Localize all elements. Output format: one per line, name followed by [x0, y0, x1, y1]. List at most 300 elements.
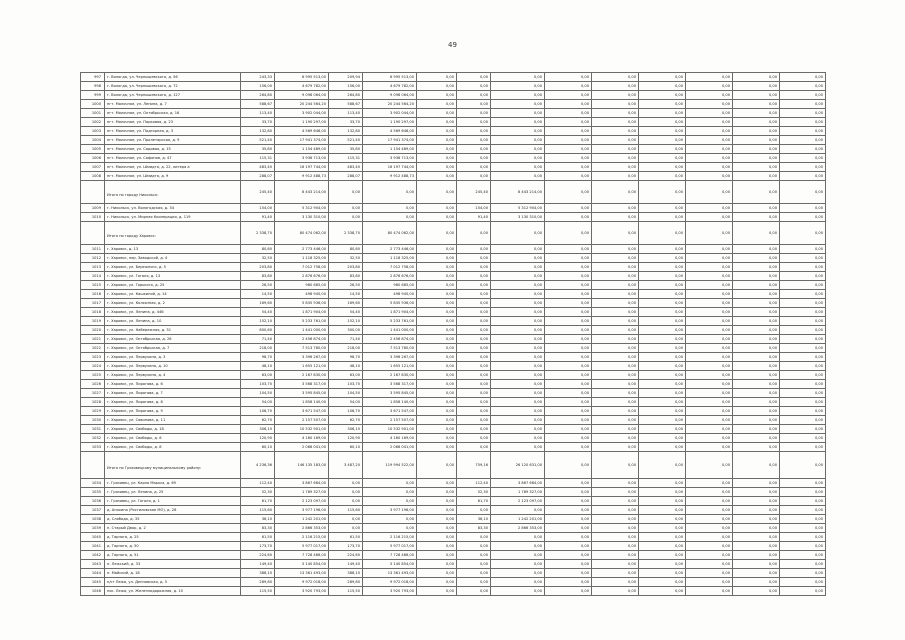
cell-k: 0,00 [686, 136, 733, 145]
cell-a: 224,60 [241, 551, 275, 560]
cell-k: 0,00 [686, 272, 733, 281]
cell-k: 0,00 [686, 308, 733, 317]
cell-j: 0,00 [639, 100, 686, 109]
cell-f: 245,40 [457, 181, 491, 204]
cell-f: 0,00 [457, 434, 491, 443]
cell-c: 54,40 [329, 308, 363, 317]
cell-h: 0,00 [545, 425, 592, 434]
cell-i: 0,00 [592, 524, 639, 533]
cell-i: 0,00 [592, 172, 639, 181]
cell-b: 6 995 513,00 [275, 73, 329, 82]
cell-l: 0,00 [733, 213, 780, 222]
cell-e: 0,00 [417, 452, 457, 479]
cell-j: 0,00 [639, 524, 686, 533]
cell-f: 0,00 [457, 254, 491, 263]
cell-j: 0,00 [639, 254, 686, 263]
cell-f: 0,00 [457, 587, 491, 596]
cell-k: 0,00 [686, 281, 733, 290]
cell-f: 0,00 [457, 353, 491, 362]
cell-l: 0,00 [733, 335, 780, 344]
cell-i: 0,00 [592, 82, 639, 91]
cell-h: 0,00 [545, 335, 592, 344]
cell-i: 0,00 [592, 154, 639, 163]
table-row [81, 245, 826, 254]
cell-k: 0,00 [686, 398, 733, 407]
cell-addr: д. Слобода, д. 35 [105, 515, 241, 524]
cell-e: 0,00 [417, 317, 457, 326]
table-row [81, 479, 826, 488]
cell-i: 0,00 [592, 542, 639, 551]
cell-addr: п. Лежский, д. 33 [105, 560, 241, 569]
cell-addr: г. Грязовец, ул. Ленина, д. 25 [105, 488, 241, 497]
cell-g: 0,00 [491, 263, 545, 272]
cell-b: 5 233 761,00 [275, 317, 329, 326]
cell-addr: пгт. Молочное, ул. Октябрьская, д. 16 [105, 109, 241, 118]
cell-id: 998 [81, 82, 105, 91]
cell-f: 83,30 [457, 524, 491, 533]
cell-g: 0,00 [491, 506, 545, 515]
cell-g: 0,00 [491, 344, 545, 353]
cell-d: 3 671 547,00 [363, 407, 417, 416]
cell-f: 91,40 [457, 213, 491, 222]
cell-g: 0,00 [491, 82, 545, 91]
cell-h: 0,00 [545, 82, 592, 91]
cell-m: 0,00 [780, 222, 826, 245]
cell-d: 1 190 297,00 [363, 118, 417, 127]
cell-h: 0,00 [545, 362, 592, 371]
cell-b: 13 361 493,00 [275, 569, 329, 578]
cell-a: 289,80 [241, 578, 275, 587]
cell-addr: г. Харовск, ул. Савинова, д. 11 [105, 416, 241, 425]
cell-f: 0,00 [457, 362, 491, 371]
cell-i: 0,00 [592, 281, 639, 290]
cell-l: 0,00 [733, 515, 780, 524]
cell-e: 0,00 [417, 299, 457, 308]
cell-i: 0,00 [592, 308, 639, 317]
cell-addr: д. Тарнога, д. 51 [105, 551, 241, 560]
cell-addr: г. Грязовец, ул. Карла Маркса, д. 69 [105, 479, 241, 488]
cell-d: 498 945,00 [363, 290, 417, 299]
cell-addr: г. Харовск, ул. Пирогова, д. 7 [105, 389, 241, 398]
cell-c: 62,70 [329, 416, 363, 425]
cell-c: 115,50 [329, 587, 363, 596]
cell-j: 0,00 [639, 299, 686, 308]
cell-id: 997 [81, 73, 105, 82]
cell-f: 154,00 [457, 204, 491, 213]
cell-i: 0,00 [592, 326, 639, 335]
cell-j: 0,00 [639, 587, 686, 596]
cell-k: 0,00 [686, 425, 733, 434]
cell-id: 1002 [81, 118, 105, 127]
cell-g: 0,00 [491, 163, 545, 172]
cell-l: 0,00 [733, 362, 780, 371]
cell-a: 54,40 [241, 308, 275, 317]
cell-c: 115,60 [329, 506, 363, 515]
cell-j: 0,00 [639, 443, 686, 452]
cell-h: 0,00 [545, 254, 592, 263]
cell-a: 14,50 [241, 290, 275, 299]
cell-e: 0,00 [417, 434, 457, 443]
cell-addr: г. Харовск, ул. Кашкиной, д. 14 [105, 290, 241, 299]
cell-c: 0,00 [329, 488, 363, 497]
cell-i: 0,00 [592, 145, 639, 154]
cell-i: 0,00 [592, 222, 639, 245]
cell-f: 0,00 [457, 416, 491, 425]
cell-f: 112,40 [457, 479, 491, 488]
cell-k: 0,00 [686, 497, 733, 506]
cell-k: 0,00 [686, 506, 733, 515]
cell-i: 0,00 [592, 100, 639, 109]
cell-a: 62,70 [241, 416, 275, 425]
cell-addr: пгт. Молочное, ул. Сафонов, д. 47 [105, 154, 241, 163]
cell-k: 0,00 [686, 389, 733, 398]
table-row [81, 263, 826, 272]
cell-l: 0,00 [733, 281, 780, 290]
cell-l: 0,00 [733, 452, 780, 479]
cell-h: 0,00 [545, 281, 592, 290]
table-row [81, 299, 826, 308]
cell-e: 0,00 [417, 172, 457, 181]
cell-i: 0,00 [592, 479, 639, 488]
cell-h: 0,00 [545, 542, 592, 551]
cell-k: 0,00 [686, 560, 733, 569]
cell-m: 0,00 [780, 317, 826, 326]
cell-id: 1029 [81, 407, 105, 416]
cell-b: 3 936 713,00 [275, 154, 329, 163]
cell-d: 13 361 493,00 [363, 569, 417, 578]
cell-l: 0,00 [733, 272, 780, 281]
cell-f: 0,00 [457, 100, 491, 109]
cell-c: 521,40 [329, 136, 363, 145]
cell-i: 0,00 [592, 353, 639, 362]
cell-id: 1037 [81, 506, 105, 515]
cell-g: 0,00 [491, 578, 545, 587]
cell-j: 0,00 [639, 434, 686, 443]
cell-e: 0,00 [417, 335, 457, 344]
cell-g: 0,00 [491, 222, 545, 245]
cell-g: 0,00 [491, 362, 545, 371]
cell-f: 0,00 [457, 290, 491, 299]
cell-j: 0,00 [639, 551, 686, 560]
cell-id: 1031 [81, 425, 105, 434]
cell-i: 0,00 [592, 272, 639, 281]
cell-h: 0,00 [545, 222, 592, 245]
cell-d: 0,00 [363, 479, 417, 488]
cell-d: 4 569 648,00 [363, 127, 417, 136]
table-row [81, 254, 826, 263]
cell-b: 17 941 374,00 [275, 136, 329, 145]
cell-f: 0,00 [457, 344, 491, 353]
cell-c: 104,50 [329, 389, 363, 398]
cell-g: 3 867 684,00 [491, 479, 545, 488]
cell-d: 80 474 062,00 [363, 222, 417, 245]
cell-id: 1032 [81, 434, 105, 443]
cell-i: 0,00 [592, 416, 639, 425]
cell-c: 28,50 [329, 281, 363, 290]
cell-m: 0,00 [780, 389, 826, 398]
cell-l: 0,00 [733, 398, 780, 407]
cell-addr: г. Никольск, ул. Мирная Кооперация, д. 119 [105, 213, 241, 222]
cell-b: 1 789 327,00 [275, 488, 329, 497]
cell-d: 3 936 713,00 [363, 154, 417, 163]
cell-j: 0,00 [639, 389, 686, 398]
cell-b: 498 945,00 [275, 290, 329, 299]
cell-j: 0,00 [639, 290, 686, 299]
cell-addr: г. Харовск, ул. Первухина, д. 10 [105, 362, 241, 371]
cell-m: 0,00 [780, 73, 826, 82]
cell-f: 52,30 [457, 488, 491, 497]
cell-e: 0,00 [417, 479, 457, 488]
cell-h: 0,00 [545, 515, 592, 524]
cell-d: 1 858 140,00 [363, 398, 417, 407]
cell-d: 9 972 018,00 [363, 578, 417, 587]
cell-addr: Итого по Грязовецкому муниципальному району: [105, 452, 241, 479]
cell-g: 0,00 [491, 109, 545, 118]
cell-k: 0,00 [686, 380, 733, 389]
cell-a: 483,40 [241, 163, 275, 172]
cell-j: 0,00 [639, 281, 686, 290]
cell-b: 2 123 097,00 [275, 497, 329, 506]
cell-b: 980 685,00 [275, 281, 329, 290]
cell-g: 0,00 [491, 587, 545, 596]
cell-l: 0,00 [733, 560, 780, 569]
cell-i: 0,00 [592, 127, 639, 136]
cell-l: 0,00 [733, 136, 780, 145]
cell-g: 0,00 [491, 425, 545, 434]
cell-j: 0,00 [639, 222, 686, 245]
cell-c: 0,00 [329, 524, 363, 533]
cell-d: 6 995 513,00 [363, 73, 417, 82]
table-row [81, 515, 826, 524]
cell-m: 0,00 [780, 497, 826, 506]
cell-g: 0,00 [491, 569, 545, 578]
cell-b: 3 902 044,00 [275, 109, 329, 118]
cell-f: 0,00 [457, 154, 491, 163]
cell-l: 0,00 [733, 371, 780, 380]
cell-m: 0,00 [780, 127, 826, 136]
table-body [81, 73, 826, 596]
cell-addr: г. Никольск, ул. Вологодская, д. 34 [105, 204, 241, 213]
cell-m: 0,00 [780, 213, 826, 222]
cell-i: 0,00 [592, 335, 639, 344]
cell-g: 0,00 [491, 551, 545, 560]
cell-c: 35,80 [329, 145, 363, 154]
cell-e: 0,00 [417, 136, 457, 145]
cell-e: 0,00 [417, 353, 457, 362]
cell-i: 0,00 [592, 506, 639, 515]
cell-d: 1 118 325,00 [363, 254, 417, 263]
cell-j: 0,00 [639, 452, 686, 479]
cell-m: 0,00 [780, 145, 826, 154]
cell-id: 999 [81, 91, 105, 100]
table-row [81, 569, 826, 578]
cell-h: 0,00 [545, 317, 592, 326]
cell-i: 0,00 [592, 317, 639, 326]
cell-addr: г. Харовск, пер. Заводской, д. 4 [105, 254, 241, 263]
cell-id: 1035 [81, 488, 105, 497]
cell-j: 0,00 [639, 82, 686, 91]
cell-id: 1005 [81, 145, 105, 154]
cell-a: 60,10 [241, 443, 275, 452]
cell-m: 0,00 [780, 452, 826, 479]
cell-a: 288,07 [241, 172, 275, 181]
cell-addr: г. Грязовец, ул. Гоголя, д. 1 [105, 497, 241, 506]
table-row [81, 272, 826, 281]
cell-addr: г. Харовск, ул. Октябрьская, д. 26 [105, 335, 241, 344]
cell-e: 0,00 [417, 380, 457, 389]
cell-addr: п/ст Лежа, ул. Депповская, д. 5 [105, 578, 241, 587]
cell-l: 0,00 [733, 506, 780, 515]
cell-k: 0,00 [686, 416, 733, 425]
cell-b: 3 568 317,00 [275, 380, 329, 389]
cell-m: 0,00 [780, 524, 826, 533]
cell-m: 0,00 [780, 353, 826, 362]
cell-h: 0,00 [545, 569, 592, 578]
cell-j: 0,00 [639, 136, 686, 145]
cell-j: 0,00 [639, 213, 686, 222]
cell-e: 0,00 [417, 73, 457, 82]
cell-e: 0,00 [417, 254, 457, 263]
cell-j: 0,00 [639, 263, 686, 272]
cell-addr: г. Харовск, ул. Колхозная, д. 2 [105, 299, 241, 308]
cell-id: 1006 [81, 154, 105, 163]
cell-f: 0,00 [457, 551, 491, 560]
cell-id: 1027 [81, 389, 105, 398]
cell-e: 0,00 [417, 100, 457, 109]
cell-m: 0,00 [780, 560, 826, 569]
cell-d: 9 098 064,00 [363, 91, 417, 100]
cell-m: 0,00 [780, 551, 826, 560]
cell-g: 0,00 [491, 299, 545, 308]
cell-c: 169,60 [329, 299, 363, 308]
table-row [81, 407, 826, 416]
cell-k: 0,00 [686, 172, 733, 181]
cell-m: 0,00 [780, 416, 826, 425]
cell-g: 0,00 [491, 272, 545, 281]
cell-f: 61,70 [457, 497, 491, 506]
cell-id: 1018 [81, 308, 105, 317]
table-row [81, 127, 826, 136]
cell-c: 209,94 [329, 73, 363, 82]
cell-i: 0,00 [592, 380, 639, 389]
table-row [81, 488, 826, 497]
cell-addr: г. Харовск, ул. Октябрьская, д. 7 [105, 344, 241, 353]
cell-d: 2 876 676,00 [363, 272, 417, 281]
cell-a: 83,80 [241, 272, 275, 281]
table-row [81, 443, 826, 452]
cell-a: 152,10 [241, 317, 275, 326]
cell-g: 0,00 [491, 416, 545, 425]
cell-g: 2 123 097,00 [491, 497, 545, 506]
cell-h: 0,00 [545, 398, 592, 407]
table-row [81, 542, 826, 551]
cell-l: 0,00 [733, 443, 780, 452]
cell-m: 0,00 [780, 82, 826, 91]
cell-j: 0,00 [639, 109, 686, 118]
cell-id: 1045 [81, 578, 105, 587]
cell-addr: пгт. Молочное, ул. Шмидта, д. 9 [105, 172, 241, 181]
cell-c: 0,00 [329, 213, 363, 222]
cell-m: 0,00 [780, 245, 826, 254]
cell-g: 0,00 [491, 371, 545, 380]
cell-f: 0,00 [457, 326, 491, 335]
cell-l: 0,00 [733, 118, 780, 127]
cell-addr: пгт. Молочное, ул. Ленина, д. 7 [105, 100, 241, 109]
cell-k: 0,00 [686, 82, 733, 91]
cell-h: 0,00 [545, 299, 592, 308]
cell-l: 0,00 [733, 587, 780, 596]
cell-m: 0,00 [780, 488, 826, 497]
cell-k: 0,00 [686, 91, 733, 100]
cell-g: 0,00 [491, 407, 545, 416]
cell-k: 0,00 [686, 515, 733, 524]
table-row [81, 335, 826, 344]
cell-a: 243,33 [241, 73, 275, 82]
cell-m: 0,00 [780, 163, 826, 172]
cell-k: 0,00 [686, 524, 733, 533]
cell-m: 0,00 [780, 542, 826, 551]
cell-g: 0,00 [491, 542, 545, 551]
cell-l: 0,00 [733, 91, 780, 100]
cell-i: 0,00 [592, 452, 639, 479]
cell-m: 0,00 [780, 515, 826, 524]
cell-f: 0,00 [457, 407, 491, 416]
cell-j: 0,00 [639, 353, 686, 362]
cell-j: 0,00 [639, 398, 686, 407]
cell-e: 0,00 [417, 407, 457, 416]
cell-b: 7 728 486,00 [275, 551, 329, 560]
cell-d: 0,00 [363, 204, 417, 213]
table-row [81, 145, 826, 154]
cell-f: 0,00 [457, 163, 491, 172]
cell-g: 0,00 [491, 533, 545, 542]
cell-a: 103,70 [241, 380, 275, 389]
cell-g: 0,00 [491, 245, 545, 254]
cell-h: 0,00 [545, 389, 592, 398]
cell-a: 33,70 [241, 118, 275, 127]
cell-e: 0,00 [417, 163, 457, 172]
cell-f: 0,00 [457, 443, 491, 452]
cell-d: 2 157 507,00 [363, 416, 417, 425]
cell-addr: г. Харовск, ул. Ленина, д. 10 [105, 317, 241, 326]
cell-a: 173,70 [241, 542, 275, 551]
cell-m: 0,00 [780, 254, 826, 263]
cell-a: 203,80 [241, 263, 275, 272]
cell-h: 0,00 [545, 172, 592, 181]
cell-f: 0,00 [457, 299, 491, 308]
table-row [81, 416, 826, 425]
table-subtotal-row [81, 181, 826, 204]
cell-c: 0,00 [329, 479, 363, 488]
cell-e: 0,00 [417, 344, 457, 353]
table-row [81, 172, 826, 181]
cell-d: 2 068 041,00 [363, 443, 417, 452]
cell-e: 0,00 [417, 497, 457, 506]
cell-l: 0,00 [733, 326, 780, 335]
cell-id [81, 222, 105, 245]
cell-addr: г. Харовск, ул. Набережная, д. 31 [105, 326, 241, 335]
cell-b: 2 866 353,00 [275, 524, 329, 533]
cell-c: 288,07 [329, 172, 363, 181]
cell-addr: пгт. Молочное, ул. Пролетарская, д. 9 [105, 136, 241, 145]
cell-j: 0,00 [639, 407, 686, 416]
cell-a: 149,40 [241, 560, 275, 569]
cell-a: 245,40 [241, 181, 275, 204]
cell-id: 1043 [81, 560, 105, 569]
cell-a: 104,50 [241, 389, 275, 398]
cell-i: 0,00 [592, 263, 639, 272]
cell-b: 2 773 446,00 [275, 245, 329, 254]
